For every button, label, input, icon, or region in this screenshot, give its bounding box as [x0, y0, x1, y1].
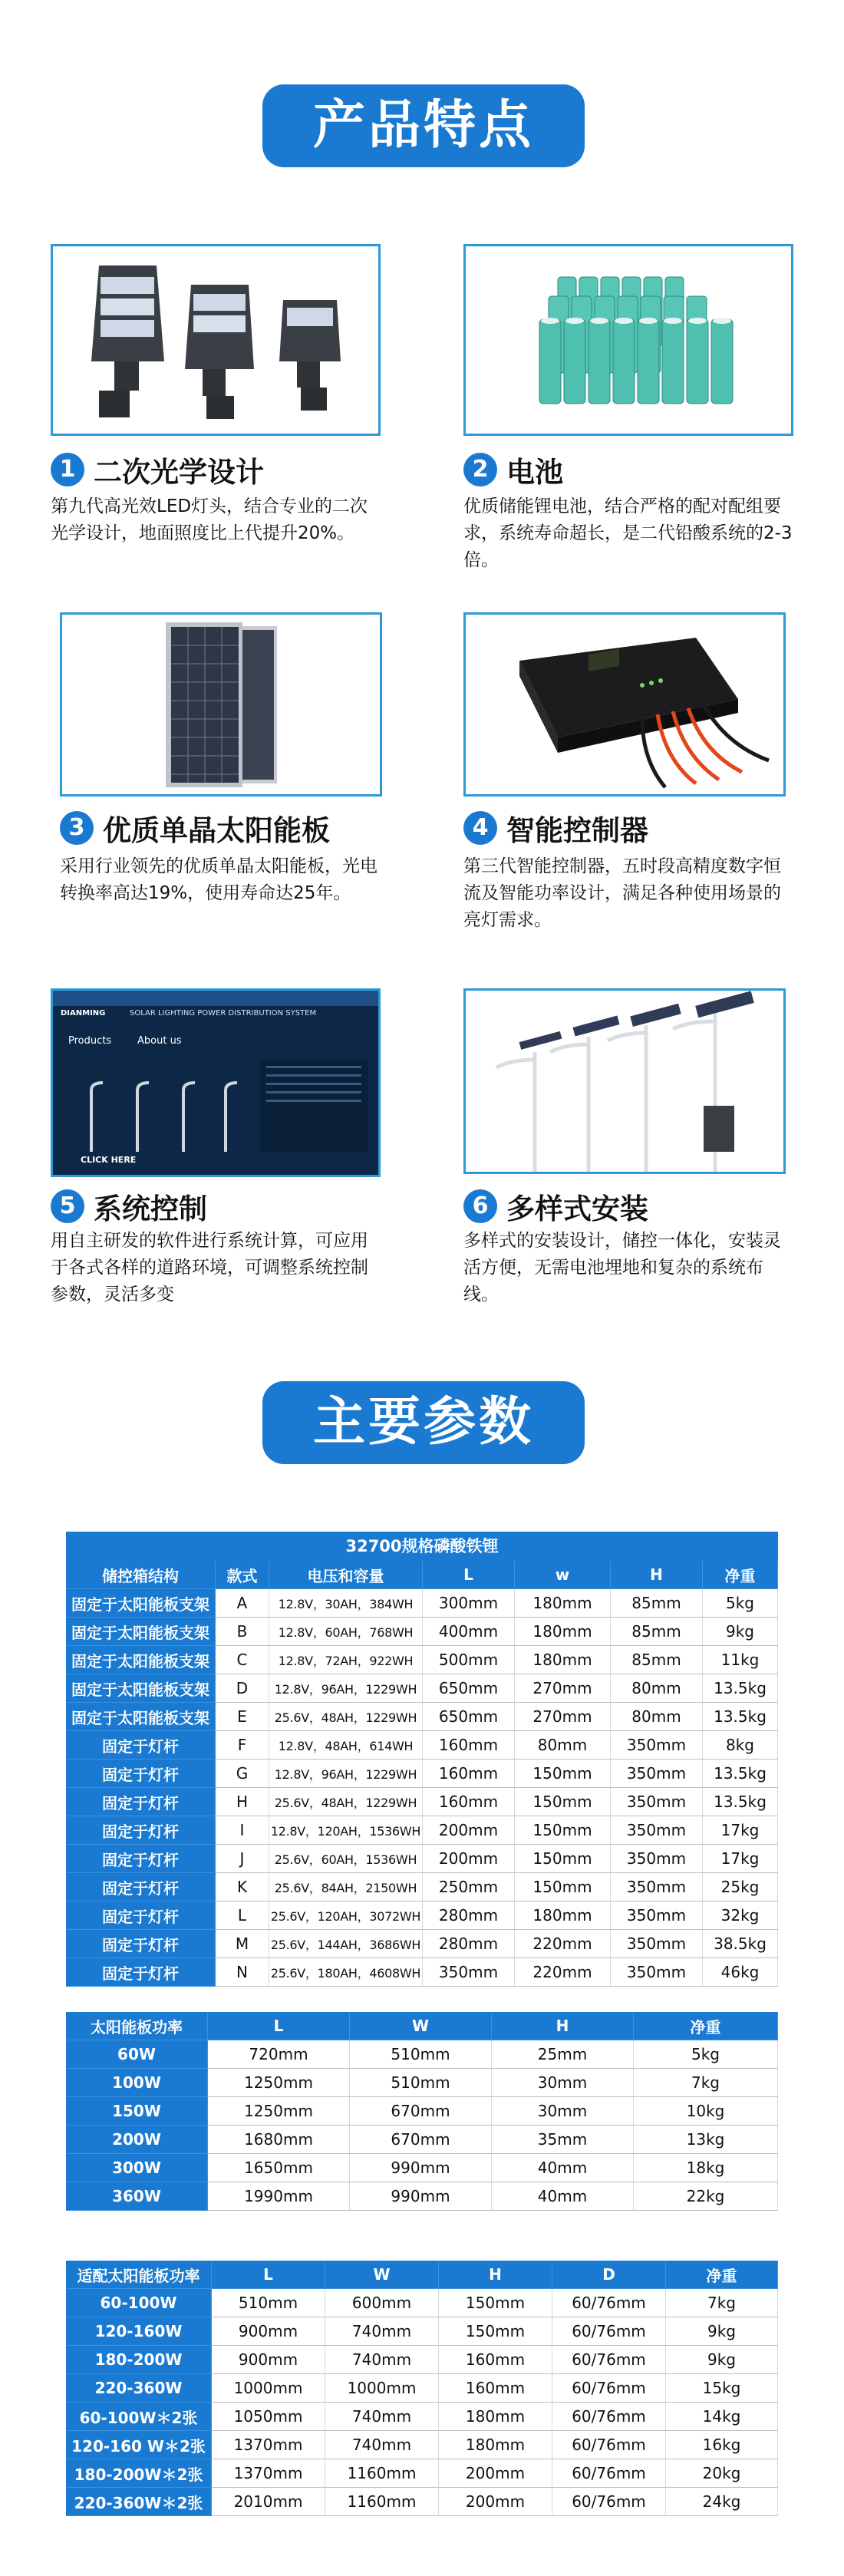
w-cell: 180mm	[515, 1901, 611, 1930]
table-row	[66, 1731, 778, 1760]
l-cell: 200mm	[423, 1816, 515, 1845]
w-cell: 990mm	[350, 2182, 492, 2211]
feature-5-title	[51, 1186, 207, 1227]
w-cell: 180mm	[515, 1589, 611, 1618]
power-cell: 150W	[66, 2097, 208, 2126]
model-cell: M	[216, 1930, 269, 1958]
w-cell: 510mm	[350, 2069, 492, 2097]
weight-cell: 13.5kg	[703, 1674, 778, 1703]
mount-cell: 固定于太阳能板支架	[66, 1703, 216, 1731]
l-cell: 500mm	[423, 1646, 515, 1674]
panel-header-cell: W	[350, 2012, 492, 2040]
capacity-cell: 25.6V，48AH，1229WH	[269, 1788, 423, 1816]
feature-3-number: 3	[60, 811, 94, 845]
mount-cell: 固定于太阳能板支架	[66, 1589, 216, 1618]
capacity-cell: 25.6V，60AH，1536WH	[269, 1845, 423, 1873]
features-title: 产品特点	[262, 84, 585, 167]
capacity-cell: 12.8V，60AH，768WH	[269, 1618, 423, 1646]
w-cell: 220mm	[515, 1958, 611, 1987]
table-row	[66, 2040, 778, 2069]
w-cell: 670mm	[350, 2097, 492, 2126]
h-cell: 350mm	[611, 1873, 703, 1901]
software-brand: DIANMING	[61, 1009, 106, 1018]
feature-2-number: 2	[463, 453, 497, 487]
table-row	[66, 2289, 778, 2317]
software-click-here: CLICK HERE	[81, 1155, 137, 1165]
d-cell: 60/76mm	[552, 2403, 666, 2431]
h-cell: 160mm	[439, 2346, 552, 2374]
d-cell: 60/76mm	[552, 2488, 666, 2516]
mount-cell: 固定于灯杆	[66, 1845, 216, 1873]
feature-2-desc: 优质储能锂电池，结合严格的配对配组要求，系统寿命超长，是二代铅酸系统的2-3倍。	[463, 496, 793, 570]
l-cell: 200mm	[423, 1845, 515, 1873]
h-cell: 40mm	[492, 2154, 634, 2182]
l-cell: 280mm	[423, 1901, 515, 1930]
table-row	[66, 1703, 778, 1731]
w-cell: 740mm	[325, 2431, 439, 2459]
table-row	[66, 2488, 778, 2516]
weight-cell: 9kg	[666, 2317, 778, 2346]
model-cell: L	[216, 1901, 269, 1930]
w-cell: 740mm	[325, 2346, 439, 2374]
feature-3-title	[60, 807, 330, 849]
h-cell: 350mm	[611, 1930, 703, 1958]
weight-cell: 10kg	[634, 2097, 778, 2126]
weight-cell: 24kg	[666, 2488, 778, 2516]
feature-2-title	[463, 449, 563, 490]
h-cell: 150mm	[439, 2317, 552, 2346]
l-cell: 280mm	[423, 1930, 515, 1958]
model-cell: N	[216, 1958, 269, 1987]
h-cell: 80mm	[611, 1674, 703, 1703]
l-cell: 650mm	[423, 1674, 515, 1703]
h-cell: 40mm	[492, 2182, 634, 2211]
w-cell: 990mm	[350, 2154, 492, 2182]
weight-cell: 14kg	[666, 2403, 778, 2431]
l-cell: 900mm	[212, 2317, 325, 2346]
mount-cell: 固定于太阳能板支架	[66, 1618, 216, 1646]
table-row	[66, 2346, 778, 2374]
power-cell: 120-160W	[66, 2317, 212, 2346]
table-row	[66, 1760, 778, 1788]
table-row	[66, 2431, 778, 2459]
weight-cell: 5kg	[634, 2040, 778, 2069]
table-row	[66, 1845, 778, 1873]
l-cell: 1680mm	[208, 2126, 350, 2154]
model-cell: F	[216, 1731, 269, 1760]
l-cell: 400mm	[423, 1618, 515, 1646]
feature-5-number: 5	[51, 1189, 84, 1223]
l-cell: 510mm	[212, 2289, 325, 2317]
l-cell: 1990mm	[208, 2182, 350, 2211]
power-cell: 360W	[66, 2182, 208, 2211]
model-cell: C	[216, 1646, 269, 1674]
battery-header-cell: w	[515, 1561, 611, 1589]
capacity-cell: 25.6V，120AH，3072WH	[269, 1901, 423, 1930]
feature-4-title-text: 智能控制器	[506, 814, 648, 847]
table-row	[66, 1901, 778, 1930]
battery-header-cell: 净重	[703, 1561, 778, 1589]
capacity-cell: 12.8V，30AH，384WH	[269, 1589, 423, 1618]
model-cell: A	[216, 1589, 269, 1618]
capacity-cell: 25.6V，48AH，1229WH	[269, 1703, 423, 1731]
table-row	[66, 1589, 778, 1618]
feature-6-desc: 多样式的安装设计，储控一体化，安装灵活方便，无需电池埋地和复杂的系统布线。	[463, 1231, 781, 1304]
d-cell: 60/76mm	[552, 2346, 666, 2374]
mount-cell: 固定于灯杆	[66, 1958, 216, 1987]
capacity-cell: 25.6V，144AH，3686WH	[269, 1930, 423, 1958]
w-cell: 1160mm	[325, 2459, 439, 2488]
weight-cell: 15kg	[666, 2374, 778, 2403]
w-cell: 150mm	[515, 1873, 611, 1901]
battery-table-title: 32700规格磷酸铁锂	[66, 1532, 778, 1561]
software-about: About us	[137, 1035, 182, 1047]
power-cell: 60-100W＊2张	[66, 2403, 212, 2431]
panel-header-cell: L	[208, 2012, 350, 2040]
panel-header-cell: 太阳能板功率	[66, 2012, 208, 2040]
mount-cell: 固定于灯杆	[66, 1731, 216, 1760]
bracket-table	[66, 2261, 778, 2516]
weight-cell: 8kg	[703, 1731, 778, 1760]
weight-cell: 9kg	[703, 1618, 778, 1646]
controller-icon	[466, 615, 783, 794]
feature-5-desc: 用自主研发的软件进行系统计算，可应用于各式各样的道路环境，可调整系统控制参数，灵活多变	[51, 1231, 368, 1304]
feature-4-title	[463, 807, 648, 849]
w-cell: 150mm	[515, 1816, 611, 1845]
mount-cell: 固定于灯杆	[66, 1873, 216, 1901]
params-title: 主要参数	[262, 1381, 585, 1464]
power-cell: 120-160 W＊2张	[66, 2431, 212, 2459]
h-cell: 160mm	[439, 2374, 552, 2403]
bracket-header-cell: 净重	[666, 2261, 778, 2289]
l-cell: 2010mm	[212, 2488, 325, 2516]
h-cell: 350mm	[611, 1760, 703, 1788]
h-cell: 350mm	[611, 1845, 703, 1873]
table-row	[66, 2126, 778, 2154]
w-cell: 180mm	[515, 1646, 611, 1674]
w-cell: 670mm	[350, 2126, 492, 2154]
weight-cell: 17kg	[703, 1816, 778, 1845]
l-cell: 1370mm	[212, 2431, 325, 2459]
mount-cell: 固定于太阳能板支架	[66, 1646, 216, 1674]
weight-cell: 7kg	[666, 2289, 778, 2317]
street-lamp-heads-icon	[53, 246, 378, 434]
h-cell: 350mm	[611, 1901, 703, 1930]
solar-panel-image	[60, 612, 382, 797]
feature-3-desc: 采用行业领先的优质单晶太阳能板，光电转换率高达19%，使用寿命达25年。	[60, 856, 377, 903]
l-cell: 650mm	[423, 1703, 515, 1731]
weight-cell: 9kg	[666, 2346, 778, 2374]
table-row	[66, 2459, 778, 2488]
weight-cell: 25kg	[703, 1873, 778, 1901]
w-cell: 1160mm	[325, 2488, 439, 2516]
weight-cell: 38.5kg	[703, 1930, 778, 1958]
l-cell: 1370mm	[212, 2459, 325, 2488]
feature-2-title-text: 电池	[506, 456, 563, 489]
bracket-header-row	[66, 2261, 778, 2289]
panel-header-row	[66, 2012, 778, 2040]
weight-cell: 7kg	[634, 2069, 778, 2097]
l-cell: 160mm	[423, 1760, 515, 1788]
feature-1-number: 1	[51, 453, 84, 487]
h-cell: 180mm	[439, 2403, 552, 2431]
mount-cell: 固定于灯杆	[66, 1901, 216, 1930]
power-cell: 60-100W	[66, 2289, 212, 2317]
panel-table	[66, 2012, 778, 2211]
weight-cell: 5kg	[703, 1589, 778, 1618]
w-cell: 270mm	[515, 1703, 611, 1731]
l-cell: 160mm	[423, 1731, 515, 1760]
battery-header-cell: H	[611, 1561, 703, 1589]
feature-6-title	[463, 1186, 648, 1227]
bracket-header-cell: H	[439, 2261, 552, 2289]
w-cell: 180mm	[515, 1618, 611, 1646]
h-cell: 350mm	[611, 1816, 703, 1845]
h-cell: 200mm	[439, 2488, 552, 2516]
software-header: SOLAR LIGHTING POWER DISTRIBUTION SYSTEM	[130, 1009, 317, 1018]
power-cell: 200W	[66, 2126, 208, 2154]
panel-header-cell: 净重	[634, 2012, 778, 2040]
model-cell: J	[216, 1845, 269, 1873]
feature-4-number: 4	[463, 811, 497, 845]
weight-cell: 20kg	[666, 2459, 778, 2488]
solar-panel-icon	[62, 615, 380, 794]
w-cell: 220mm	[515, 1930, 611, 1958]
d-cell: 60/76mm	[552, 2431, 666, 2459]
feature-1-desc: 第九代高光效LED灯头，结合专业的二次光学设计，地面照度比上代提升20%。	[51, 496, 368, 543]
table-row	[66, 1958, 778, 1987]
model-cell: E	[216, 1703, 269, 1731]
capacity-cell: 12.8V，96AH，1229WH	[269, 1760, 423, 1788]
w-cell: 740mm	[325, 2317, 439, 2346]
installation-image	[463, 988, 786, 1174]
weight-cell: 13.5kg	[703, 1788, 778, 1816]
bracket-header-cell: D	[552, 2261, 666, 2289]
battery-header-cell: 款式	[216, 1561, 269, 1589]
feature-3-title-text: 优质单晶太阳能板	[103, 814, 330, 847]
table-row	[66, 2317, 778, 2346]
bracket-header-cell: 适配太阳能板功率	[66, 2261, 212, 2289]
table-row	[66, 1788, 778, 1816]
software-info-panel	[260, 1060, 368, 1152]
software-screen-image	[51, 988, 381, 1177]
power-cell: 220-360W＊2张	[66, 2488, 212, 2516]
h-cell: 30mm	[492, 2097, 634, 2126]
power-cell: 220-360W	[66, 2374, 212, 2403]
h-cell: 80mm	[611, 1703, 703, 1731]
h-cell: 200mm	[439, 2459, 552, 2488]
lamp-posts-icon	[68, 1067, 245, 1152]
battery-header-cell: 储控箱结构	[66, 1561, 216, 1589]
d-cell: 60/76mm	[552, 2459, 666, 2488]
h-cell: 350mm	[611, 1958, 703, 1987]
power-cell: 100W	[66, 2069, 208, 2097]
battery-table-wrap	[66, 1532, 778, 1561]
weight-cell: 46kg	[703, 1958, 778, 1987]
bracket-header-cell: W	[325, 2261, 439, 2289]
battery-cells-icon	[466, 246, 791, 434]
w-cell: 600mm	[325, 2289, 439, 2317]
model-cell: I	[216, 1816, 269, 1845]
h-cell: 25mm	[492, 2040, 634, 2069]
l-cell: 350mm	[423, 1958, 515, 1987]
w-cell: 150mm	[515, 1760, 611, 1788]
capacity-cell: 12.8V，96AH，1229WH	[269, 1674, 423, 1703]
h-cell: 350mm	[611, 1731, 703, 1760]
feature-4-desc: 第三代智能控制器，五时段高精度数字恒流及智能功率设计，满足各种使用场景的亮灯需求。	[463, 856, 781, 930]
weight-cell: 17kg	[703, 1845, 778, 1873]
weight-cell: 16kg	[666, 2431, 778, 2459]
power-cell: 180-200W＊2张	[66, 2459, 212, 2488]
panel-header-cell: H	[492, 2012, 634, 2040]
capacity-cell: 12.8V，48AH，614WH	[269, 1731, 423, 1760]
h-cell: 350mm	[611, 1788, 703, 1816]
capacity-cell: 25.6V，180AH，4608WH	[269, 1958, 423, 1987]
d-cell: 60/76mm	[552, 2374, 666, 2403]
feature-6-title-text: 多样式安装	[506, 1192, 648, 1225]
h-cell: 180mm	[439, 2431, 552, 2459]
weight-cell: 13.5kg	[703, 1703, 778, 1731]
software-products: Products	[68, 1035, 112, 1047]
table-row	[66, 1646, 778, 1674]
h-cell: 30mm	[492, 2069, 634, 2097]
capacity-cell: 12.8V，72AH，922WH	[269, 1646, 423, 1674]
battery-table	[66, 1561, 778, 1987]
table-row	[66, 1674, 778, 1703]
battery-header-cell: 电压和容量	[269, 1561, 423, 1589]
l-cell: 300mm	[423, 1589, 515, 1618]
model-cell: K	[216, 1873, 269, 1901]
weight-cell: 18kg	[634, 2154, 778, 2182]
l-cell: 900mm	[212, 2346, 325, 2374]
d-cell: 60/76mm	[552, 2317, 666, 2346]
table-row	[66, 2154, 778, 2182]
table-row	[66, 1816, 778, 1845]
w-cell: 740mm	[325, 2403, 439, 2431]
controller-image	[463, 612, 786, 797]
capacity-cell: 12.8V，120AH，1536WH	[269, 1816, 423, 1845]
feature-5-title-text: 系统控制	[94, 1192, 207, 1225]
feature-1-title-text: 二次光学设计	[94, 456, 264, 489]
w-cell: 270mm	[515, 1674, 611, 1703]
feature-6-number: 6	[463, 1189, 497, 1223]
l-cell: 1000mm	[212, 2374, 325, 2403]
l-cell: 1250mm	[208, 2097, 350, 2126]
w-cell: 150mm	[515, 1788, 611, 1816]
model-cell: G	[216, 1760, 269, 1788]
battery-header-cell: L	[423, 1561, 515, 1589]
installed-poles-icon	[466, 991, 783, 1172]
mount-cell: 固定于灯杆	[66, 1760, 216, 1788]
bracket-header-cell: L	[212, 2261, 325, 2289]
table-row	[66, 2097, 778, 2126]
table-row	[66, 2069, 778, 2097]
mount-cell: 固定于灯杆	[66, 1788, 216, 1816]
feature-1-title	[51, 449, 264, 490]
l-cell: 1650mm	[208, 2154, 350, 2182]
l-cell: 720mm	[208, 2040, 350, 2069]
h-cell: 150mm	[439, 2289, 552, 2317]
mount-cell: 固定于灯杆	[66, 1930, 216, 1958]
mount-cell: 固定于灯杆	[66, 1816, 216, 1845]
h-cell: 85mm	[611, 1618, 703, 1646]
d-cell: 60/76mm	[552, 2289, 666, 2317]
w-cell: 80mm	[515, 1731, 611, 1760]
power-cell: 60W	[66, 2040, 208, 2069]
l-cell: 1250mm	[208, 2069, 350, 2097]
weight-cell: 11kg	[703, 1646, 778, 1674]
l-cell: 250mm	[423, 1873, 515, 1901]
w-cell: 150mm	[515, 1845, 611, 1873]
l-cell: 160mm	[423, 1788, 515, 1816]
w-cell: 1000mm	[325, 2374, 439, 2403]
mount-cell: 固定于太阳能板支架	[66, 1674, 216, 1703]
battery-image	[463, 244, 793, 436]
capacity-cell: 25.6V，84AH，2150WH	[269, 1873, 423, 1901]
table-row	[66, 1618, 778, 1646]
weight-cell: 13kg	[634, 2126, 778, 2154]
software-titlebar	[53, 991, 378, 1006]
weight-cell: 22kg	[634, 2182, 778, 2211]
weight-cell: 32kg	[703, 1901, 778, 1930]
h-cell: 35mm	[492, 2126, 634, 2154]
h-cell: 85mm	[611, 1646, 703, 1674]
weight-cell: 13.5kg	[703, 1760, 778, 1788]
table-row	[66, 1873, 778, 1901]
w-cell: 510mm	[350, 2040, 492, 2069]
table-row	[66, 2374, 778, 2403]
model-cell: H	[216, 1788, 269, 1816]
h-cell: 85mm	[611, 1589, 703, 1618]
table-row	[66, 2182, 778, 2211]
l-cell: 1050mm	[212, 2403, 325, 2431]
model-cell: D	[216, 1674, 269, 1703]
power-cell: 300W	[66, 2154, 208, 2182]
table-row	[66, 1930, 778, 1958]
battery-header-row	[66, 1561, 778, 1589]
power-cell: 180-200W	[66, 2346, 212, 2374]
lamp-heads-image	[51, 244, 381, 436]
model-cell: B	[216, 1618, 269, 1646]
table-row	[66, 2403, 778, 2431]
